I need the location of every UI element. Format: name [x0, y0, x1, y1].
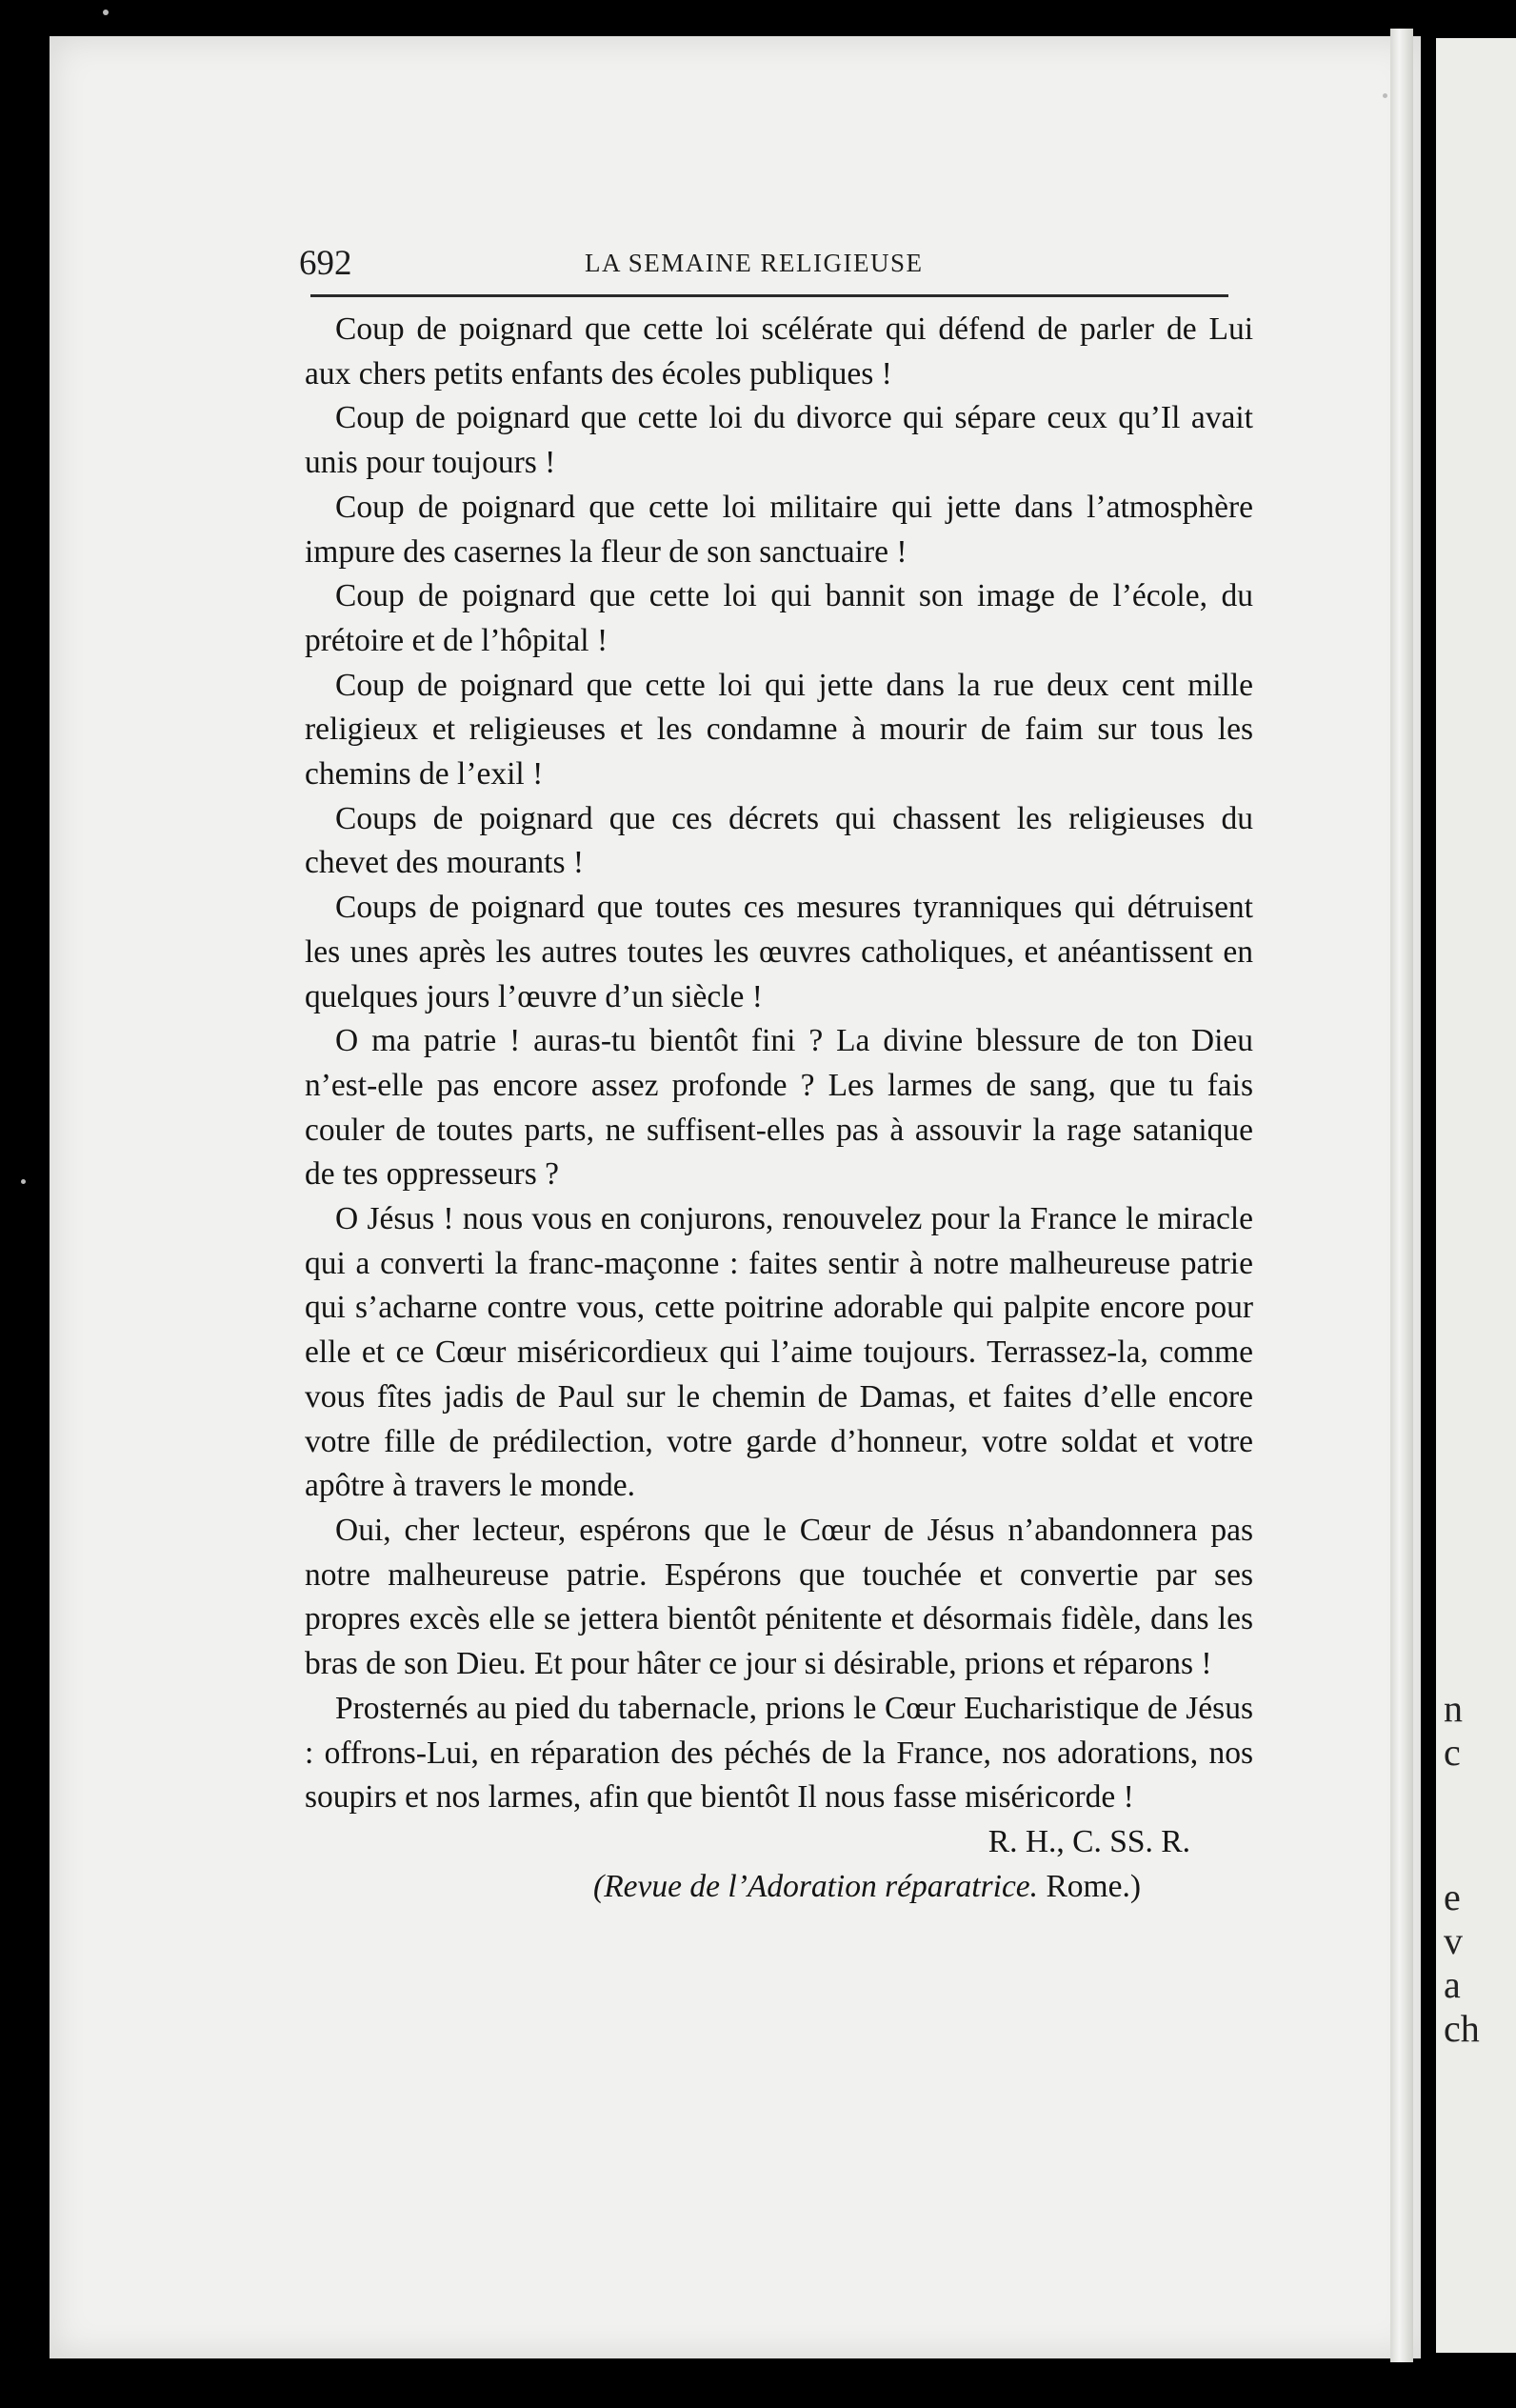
paragraph: Coup de poignard que cette loi scélérate qui défend de parler de Lui aux chers petits enfants des écoles publiques ! — [305, 311, 1253, 391]
adjacent-page-edge — [1436, 38, 1516, 2353]
adjacent-page-fragment: n — [1444, 1687, 1463, 1730]
adjacent-page-fragment: c — [1444, 1731, 1461, 1774]
adjacent-page-fragment: ch — [1444, 2007, 1480, 2050]
paragraph: Coup de poignard que cette loi militaire qui jette dans l’atmosphère impure des casernes la fleur de son sanctuaire ! — [305, 489, 1253, 570]
page-header — [299, 243, 1255, 291]
header-rule — [310, 294, 1228, 297]
page-number: 692 — [299, 244, 352, 283]
running-title: LA SEMAINE RELIGIEUSE — [585, 249, 924, 277]
paragraph: Coups de poignard que toutes ces mesures tyranniques qui détruisent les unes après les autres toutes les œuvres catholiques, et anéantissent en quelques jours l’œuvre d’un siècle ! — [305, 890, 1253, 1014]
paragraph: Oui, cher lecteur, espérons que le Cœur de Jésus n’abandonnera pas notre malheureuse patrie. Espérons que touchée et convertie par ses propres excès elle se jettera bientôt pénitente et désormais fidèle, dans les bras de son Dieu. Et pour hâter ce jour si désirable, prions et réparons ! — [305, 1512, 1253, 1682]
adjacent-page-fragment: e — [1444, 1876, 1461, 1918]
paragraph: Coups de poignard que ces décrets qui chassent les religieuses du chevet des mourants ! — [305, 800, 1253, 881]
paragraph: O ma patrie ! auras-tu bientôt fini ? La divine blessure de ton Dieu n’est-elle pas encore assez profonde ? Les larmes de sang, que tu fais couler de toutes parts, ne suffisent-elles pas à assouvir la rage satanique de tes oppresseurs ? — [305, 1023, 1253, 1193]
adjacent-page-fragment: v — [1444, 1919, 1463, 1962]
scan-speck — [21, 1179, 26, 1184]
adjacent-page-fragment: a — [1444, 1963, 1461, 2006]
paragraph: O Jésus ! nous vous en conjurons, renouvelez pour la France le miracle qui a converti la franc-maçonne : faites sentir à notre malheureuse patrie qui s’acharne contre vous, cette poitrine adorable qui palpite encore pour elle et ce Cœur miséricordieux qui l’aime toujours. Terrassez-la, comme vous fîtes jadis de Paul sur le chemin de Damas, et faites d’elle encore votre fille de prédilection, votre garde d’honneur, votre soldat et votre apôtre à travers le monde. — [305, 1201, 1253, 1504]
source-title: (Revue de l’Adoration réparatrice. — [593, 1868, 1039, 1904]
scan-speck — [103, 10, 109, 15]
article-body — [305, 308, 1253, 1909]
book-spine — [1390, 29, 1413, 2362]
paragraph: Prosternés au pied du tabernacle, prions le Cœur Eucharistique de Jésus : offrons-Lui, en réparation des péchés de la France, nos adorations, nos soupirs et nos larmes, afin que bientôt Il nous fasse miséricorde ! — [305, 1690, 1253, 1816]
paragraph: Coup de poignard que cette loi qui jette dans la rue deux cent mille religieux et religieuses et les condamne à mourir de faim sur tous les chemins de l’exil ! — [305, 667, 1253, 793]
source-place: Rome.) — [1046, 1868, 1141, 1904]
source-citation — [305, 1865, 1253, 1910]
paragraph: Coup de poignard que cette loi du divorce qui sépare ceux qu’Il avait unis pour toujours ! — [305, 400, 1253, 481]
scan-speck — [1383, 93, 1387, 98]
author-signature: R. H., C. SS. R. — [987, 1823, 1190, 1859]
paragraph: Coup de poignard que cette loi qui bannit son image de l’école, du prétoire et de l’hôpital ! — [305, 578, 1253, 658]
